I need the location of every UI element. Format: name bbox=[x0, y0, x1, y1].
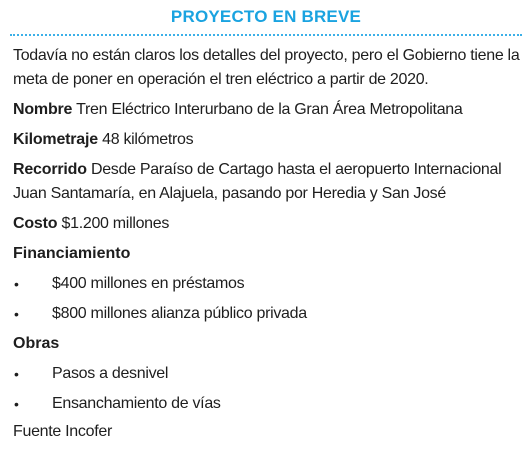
bullet-icon: • bbox=[14, 366, 19, 382]
list-item bbox=[10, 302, 522, 326]
source-note: Fuente Incofer bbox=[13, 423, 112, 440]
list-item bbox=[10, 392, 522, 416]
bullet-icon: • bbox=[14, 276, 19, 292]
bullet-icon: • bbox=[14, 396, 19, 412]
nombre-value: Tren Eléctrico Interurbano de la Gran Área Metropolitana bbox=[76, 101, 463, 118]
financiamiento-heading: Financiamiento bbox=[13, 245, 131, 262]
recorrido-value: Desde Paraíso de Cartago hasta el aeropuerto Internacional Juan Santamaría, en Alajuela, pasando por Heredia y San José bbox=[13, 161, 502, 202]
kilometraje-row bbox=[13, 128, 522, 152]
financiamiento-list bbox=[10, 272, 522, 326]
kilometraje-value: 48 kilómetros bbox=[102, 131, 194, 148]
intro-text: Todavía no están claros los detalles del proyecto, pero el Gobierno tiene la meta de poner en operación el tren eléctrico a partir de 2020. bbox=[13, 47, 520, 88]
list-item-text: Pasos a desnivel bbox=[52, 365, 169, 382]
recorrido-row bbox=[13, 158, 522, 206]
costo-label: Costo bbox=[13, 215, 58, 232]
bullet-icon: • bbox=[14, 306, 19, 322]
recorrido-label: Recorrido bbox=[13, 161, 87, 178]
costo-row bbox=[13, 212, 522, 236]
nombre-label: Nombre bbox=[13, 101, 73, 118]
costo-value: $1.200 millones bbox=[61, 215, 170, 232]
box-title: PROYECTO EN BREVE bbox=[10, 6, 522, 36]
nombre-row bbox=[13, 98, 522, 122]
list-item bbox=[10, 362, 522, 386]
list-item-text: Ensanchamiento de vías bbox=[52, 395, 221, 412]
info-box bbox=[10, 6, 522, 442]
list-item-text: $800 millones alianza público privada bbox=[52, 305, 307, 322]
kilometraje-label: Kilometraje bbox=[13, 131, 98, 148]
obras-heading: Obras bbox=[13, 335, 60, 352]
list-item bbox=[10, 272, 522, 296]
obras-list bbox=[10, 362, 522, 416]
list-item-text: $400 millones en préstamos bbox=[52, 275, 245, 292]
